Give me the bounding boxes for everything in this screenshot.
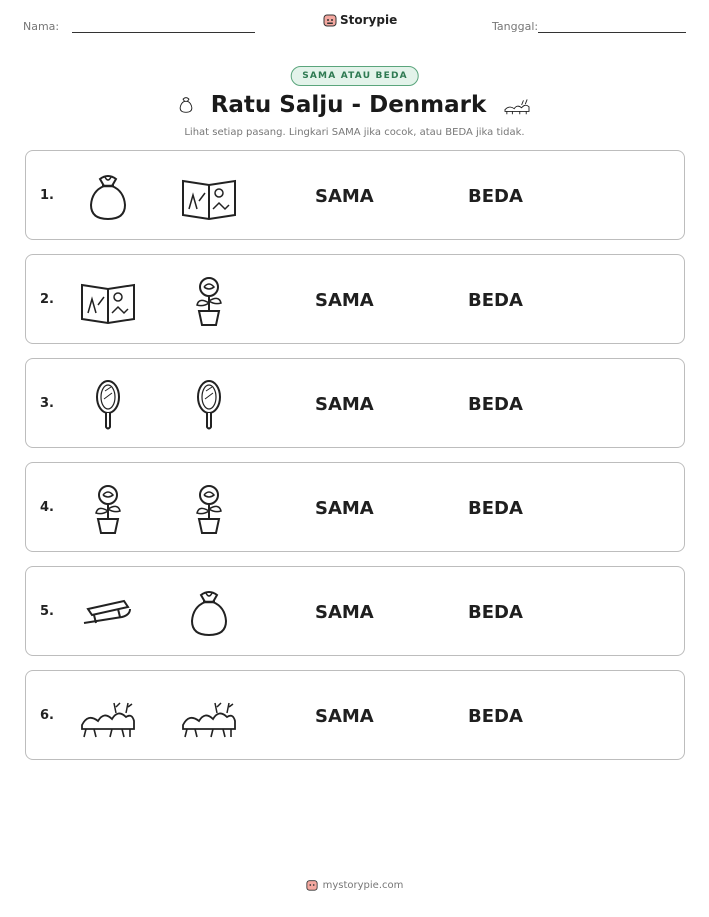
option-same[interactable]: SAMA bbox=[315, 394, 374, 415]
sled-icon bbox=[78, 587, 138, 639]
question-row bbox=[25, 254, 685, 344]
option-different[interactable]: BEDA bbox=[468, 498, 523, 519]
open-book-icon bbox=[78, 275, 138, 327]
page-title: Ratu Salju - Denmark bbox=[210, 92, 487, 118]
sack-icon bbox=[175, 92, 197, 118]
option-different[interactable]: BEDA bbox=[468, 394, 523, 415]
potted-rose-icon bbox=[78, 483, 138, 535]
question-row bbox=[25, 670, 685, 760]
brand-name: Storypie bbox=[340, 13, 398, 27]
question-row bbox=[25, 358, 685, 448]
name-label: Nama: bbox=[23, 20, 60, 33]
question-row bbox=[25, 566, 685, 656]
footer-url: mystorypie.com bbox=[322, 879, 404, 891]
question-row bbox=[25, 462, 685, 552]
sack-icon bbox=[78, 171, 138, 223]
potted-rose-icon bbox=[179, 275, 239, 327]
option-same[interactable]: SAMA bbox=[315, 602, 374, 623]
option-different[interactable]: BEDA bbox=[468, 602, 523, 623]
option-same[interactable]: SAMA bbox=[315, 290, 374, 311]
question-number: 3. bbox=[40, 396, 54, 411]
question-number: 5. bbox=[40, 604, 54, 619]
date-write-line[interactable] bbox=[538, 32, 686, 33]
date-label: Tanggal: bbox=[492, 20, 539, 33]
question-number: 1. bbox=[40, 188, 54, 203]
reindeer-sleigh-icon bbox=[78, 691, 138, 743]
storypie-mascot-icon bbox=[306, 879, 318, 891]
question-list bbox=[25, 150, 685, 774]
open-book-icon bbox=[179, 171, 239, 223]
potted-rose-icon bbox=[179, 483, 239, 535]
storypie-mascot-icon bbox=[323, 13, 337, 27]
question-number: 2. bbox=[40, 292, 54, 307]
option-different[interactable]: BEDA bbox=[468, 706, 523, 727]
name-write-line[interactable] bbox=[72, 32, 255, 33]
question-number: 4. bbox=[40, 500, 54, 515]
reindeer-sleigh-icon bbox=[500, 93, 534, 117]
instructions: Lihat setiap pasang. Lingkari SAMA jika cocok, atau BEDA jika tidak. bbox=[184, 127, 525, 138]
option-different[interactable]: BEDA bbox=[468, 290, 523, 311]
hand-mirror-icon bbox=[78, 379, 138, 431]
brand-logo bbox=[323, 13, 397, 27]
question-row bbox=[25, 150, 685, 240]
page-header bbox=[0, 0, 709, 50]
option-same[interactable]: SAMA bbox=[315, 498, 374, 519]
option-same[interactable]: SAMA bbox=[315, 186, 374, 207]
activity-badge: SAMA ATAU BEDA bbox=[290, 66, 419, 86]
page-footer bbox=[0, 879, 709, 891]
sack-icon bbox=[179, 587, 239, 639]
option-different[interactable]: BEDA bbox=[468, 186, 523, 207]
title-row bbox=[0, 92, 709, 118]
question-number: 6. bbox=[40, 708, 54, 723]
option-same[interactable]: SAMA bbox=[315, 706, 374, 727]
reindeer-sleigh-icon bbox=[179, 691, 239, 743]
hand-mirror-icon bbox=[179, 379, 239, 431]
